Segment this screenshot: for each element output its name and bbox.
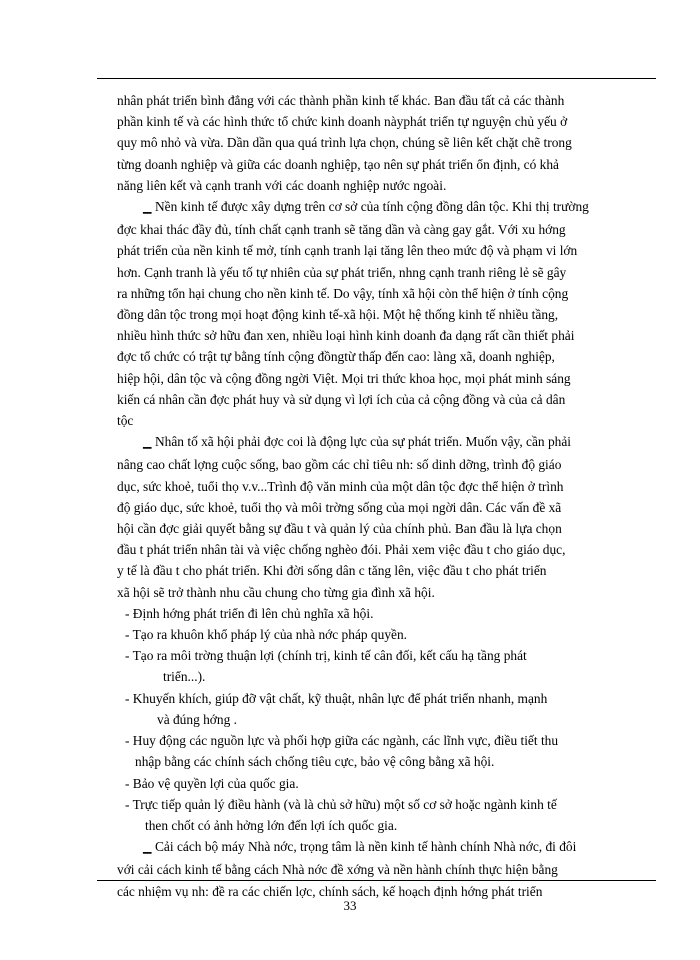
- text-line-content: Nhân tố xã hội phải đợc coi là động lực của sự phát triển. Muốn vậy, cần phải: [155, 434, 572, 450]
- text-line: nhiều hình thức sở hữu đan xen, nhiều loại hình kinh doanh đa dạng rất cần thiết phải: [117, 328, 575, 344]
- text-line: quy mô nhỏ và vừa. Dần dần qua quá trình lựa chọn, chúng sẽ liên kết chặt chẽ trong: [117, 135, 572, 151]
- text-line: từng doanh nghiệp và giữa các doanh nghiệp, tạo nên sự phát triển ổn định, có khả: [117, 156, 559, 172]
- bullet-mark-icon: ▁: [143, 842, 152, 855]
- body-text: [117, 90, 657, 902]
- text-line: đợc tổ chức có trật tự bằng tính cộng đồngtừ thấp đến cao: làng xã, doanh nghiệp,: [117, 349, 555, 365]
- text-line-content: Cải cách bộ máy Nhà nớc, trọng tâm là nền kinh tế hành chính Nhà nớc, đi đôi: [155, 839, 577, 855]
- text-line: dục, sức khoẻ, tuổi thọ v.v...Trình độ văn minh của một dân tộc đợc thể hiện ở trình: [117, 478, 564, 494]
- text-line: - Tạo ra môi trờng thuận lợi (chính trị, kinh tế cân đối, kết cấu hạ tầng phát: [125, 648, 527, 664]
- list-item: [125, 624, 657, 645]
- text-line: với cải cách kinh tế bằng cách Nhà nớc đề xớng và nền hành chính thực hiện bằng: [117, 862, 558, 878]
- text-line: đồng dân tộc trong mọi hoạt động kinh tế-xã hội. Một hệ thống kinh tế nhiều tầng,: [117, 307, 559, 323]
- text-line: - Trực tiếp quản lý điều hành (và là chủ sở hữu) một số cơ sở hoặc ngành kinh tế: [125, 796, 557, 812]
- list-item: [125, 794, 657, 836]
- text-line: phần kinh tế và các hình thức tổ chức kinh doanh nàyphát triển tự nguyện chủ yếu ở: [117, 114, 568, 130]
- text-line: then chốt có ảnh hởng lớn đến lợi ích quốc gia.: [145, 817, 398, 833]
- text-line: triển...).: [163, 669, 206, 685]
- paragraph-3: [117, 431, 657, 603]
- text-line: - Tạo ra khuôn khổ pháp lý của nhà nớc pháp quyền.: [125, 627, 408, 643]
- paragraph-4: [117, 836, 657, 902]
- text-line: hiệp hội, dân tộc và cộng đồng ngời Việt. Mọi tri thức khoa học, mọi phát minh sáng: [117, 370, 571, 386]
- text-line: năng liên kết và cạnh tranh với các doanh nghiệp nước ngoài.: [117, 177, 447, 193]
- text-line: xã hội sẽ trở thành nhu cầu chung cho từng gia đình xã hội.: [117, 584, 435, 600]
- text-line: [117, 196, 657, 219]
- text-line: - Định hớng phát triển đi lên chủ nghĩa xã hội.: [125, 605, 374, 621]
- text-line: hội cần đợc giải quyết bằng sự đầu t và quản lý của chính phủ. Ban đầu là lựa chọn: [117, 521, 562, 537]
- text-line: các nhiệm vụ nh: đề ra các chiến lợc, chính sách, kế hoạch định hớng phát triển: [117, 883, 543, 899]
- dash-list: [117, 603, 657, 836]
- page-border-bottom: [97, 880, 656, 881]
- paragraph-2: [117, 196, 657, 431]
- bullet-mark-icon: ▁: [143, 437, 152, 450]
- text-line: độ giáo dục, sức khoẻ, tuổi thọ và môi trờng sống của mọi ngời dân. Các vấn đề xã: [117, 499, 562, 515]
- text-line: phát triển của nền kinh tế mở, tính cạnh tranh lại tăng lên theo mức độ và phạm vi lớn: [117, 243, 578, 259]
- text-line: y tế là đầu t cho phát triển. Khi đời sống dân c tăng lên, việc đầu t cho phát triển: [117, 563, 547, 579]
- text-line: đợc khai thác đầy đủ, tính chất cạnh tranh sẽ tăng dần và càng gay gắt. Với xu hớng: [117, 222, 566, 238]
- page-number: 33: [343, 898, 357, 913]
- bullet-mark-icon: ▁: [143, 202, 152, 215]
- text-line: - Khuyến khích, giúp đỡ vật chất, kỹ thuật, nhân lực để phát triển nhanh, mạnh: [125, 690, 548, 706]
- text-line: và đúng hớng .: [157, 711, 237, 727]
- text-line: đầu t phát triển nhân tài và việc chống nghèo đói. Phải xem việc đầu t cho giáo dục,: [117, 542, 566, 558]
- paragraph-1: [117, 90, 657, 196]
- page-border-top: [97, 78, 656, 79]
- text-line: tộc: [117, 413, 134, 429]
- text-line: - Bảo vệ quyền lợi của quốc gia.: [125, 775, 299, 791]
- text-line: [117, 836, 657, 859]
- list-item: [125, 688, 657, 730]
- text-line: hơn. Cạnh tranh là yếu tố tự nhiên của sự phát triển, nhng cạnh tranh riêng lẻ sẽ gây: [117, 264, 567, 280]
- text-line: nhập bằng các chính sách chống tiêu cực, bảo vệ công bằng xã hội.: [135, 754, 495, 770]
- text-line: kiến cá nhân cần đợc phát huy và sử dụng vì lợi ích của cả cộng đồng và của cả dân: [117, 391, 566, 407]
- list-item: [125, 730, 657, 772]
- text-line: nhân phát triển bình đẳng với các thành phần kinh tế khác. Ban đầu tất cả các thành: [117, 93, 565, 108]
- text-line: ra những tổn hại chung cho nền kinh tế. Do vậy, tính xã hội còn thể hiện ở tính cộng: [117, 285, 569, 301]
- list-item: [125, 603, 657, 624]
- text-line: nâng cao chất lợng cuộc sống, bao gồm các chỉ tiêu nh: số dinh dỡng, trình độ giáo: [117, 457, 562, 473]
- text-line: - Huy động các nguồn lực và phối hợp giữa các ngành, các lĩnh vực, điều tiết thu: [125, 733, 559, 749]
- text-line-content: Nền kinh tế được xây dựng trên cơ sở của tính cộng đồng dân tộc. Khi thị trường: [155, 199, 589, 215]
- list-item: [125, 773, 657, 794]
- list-item: [125, 645, 657, 687]
- text-line: [117, 431, 657, 454]
